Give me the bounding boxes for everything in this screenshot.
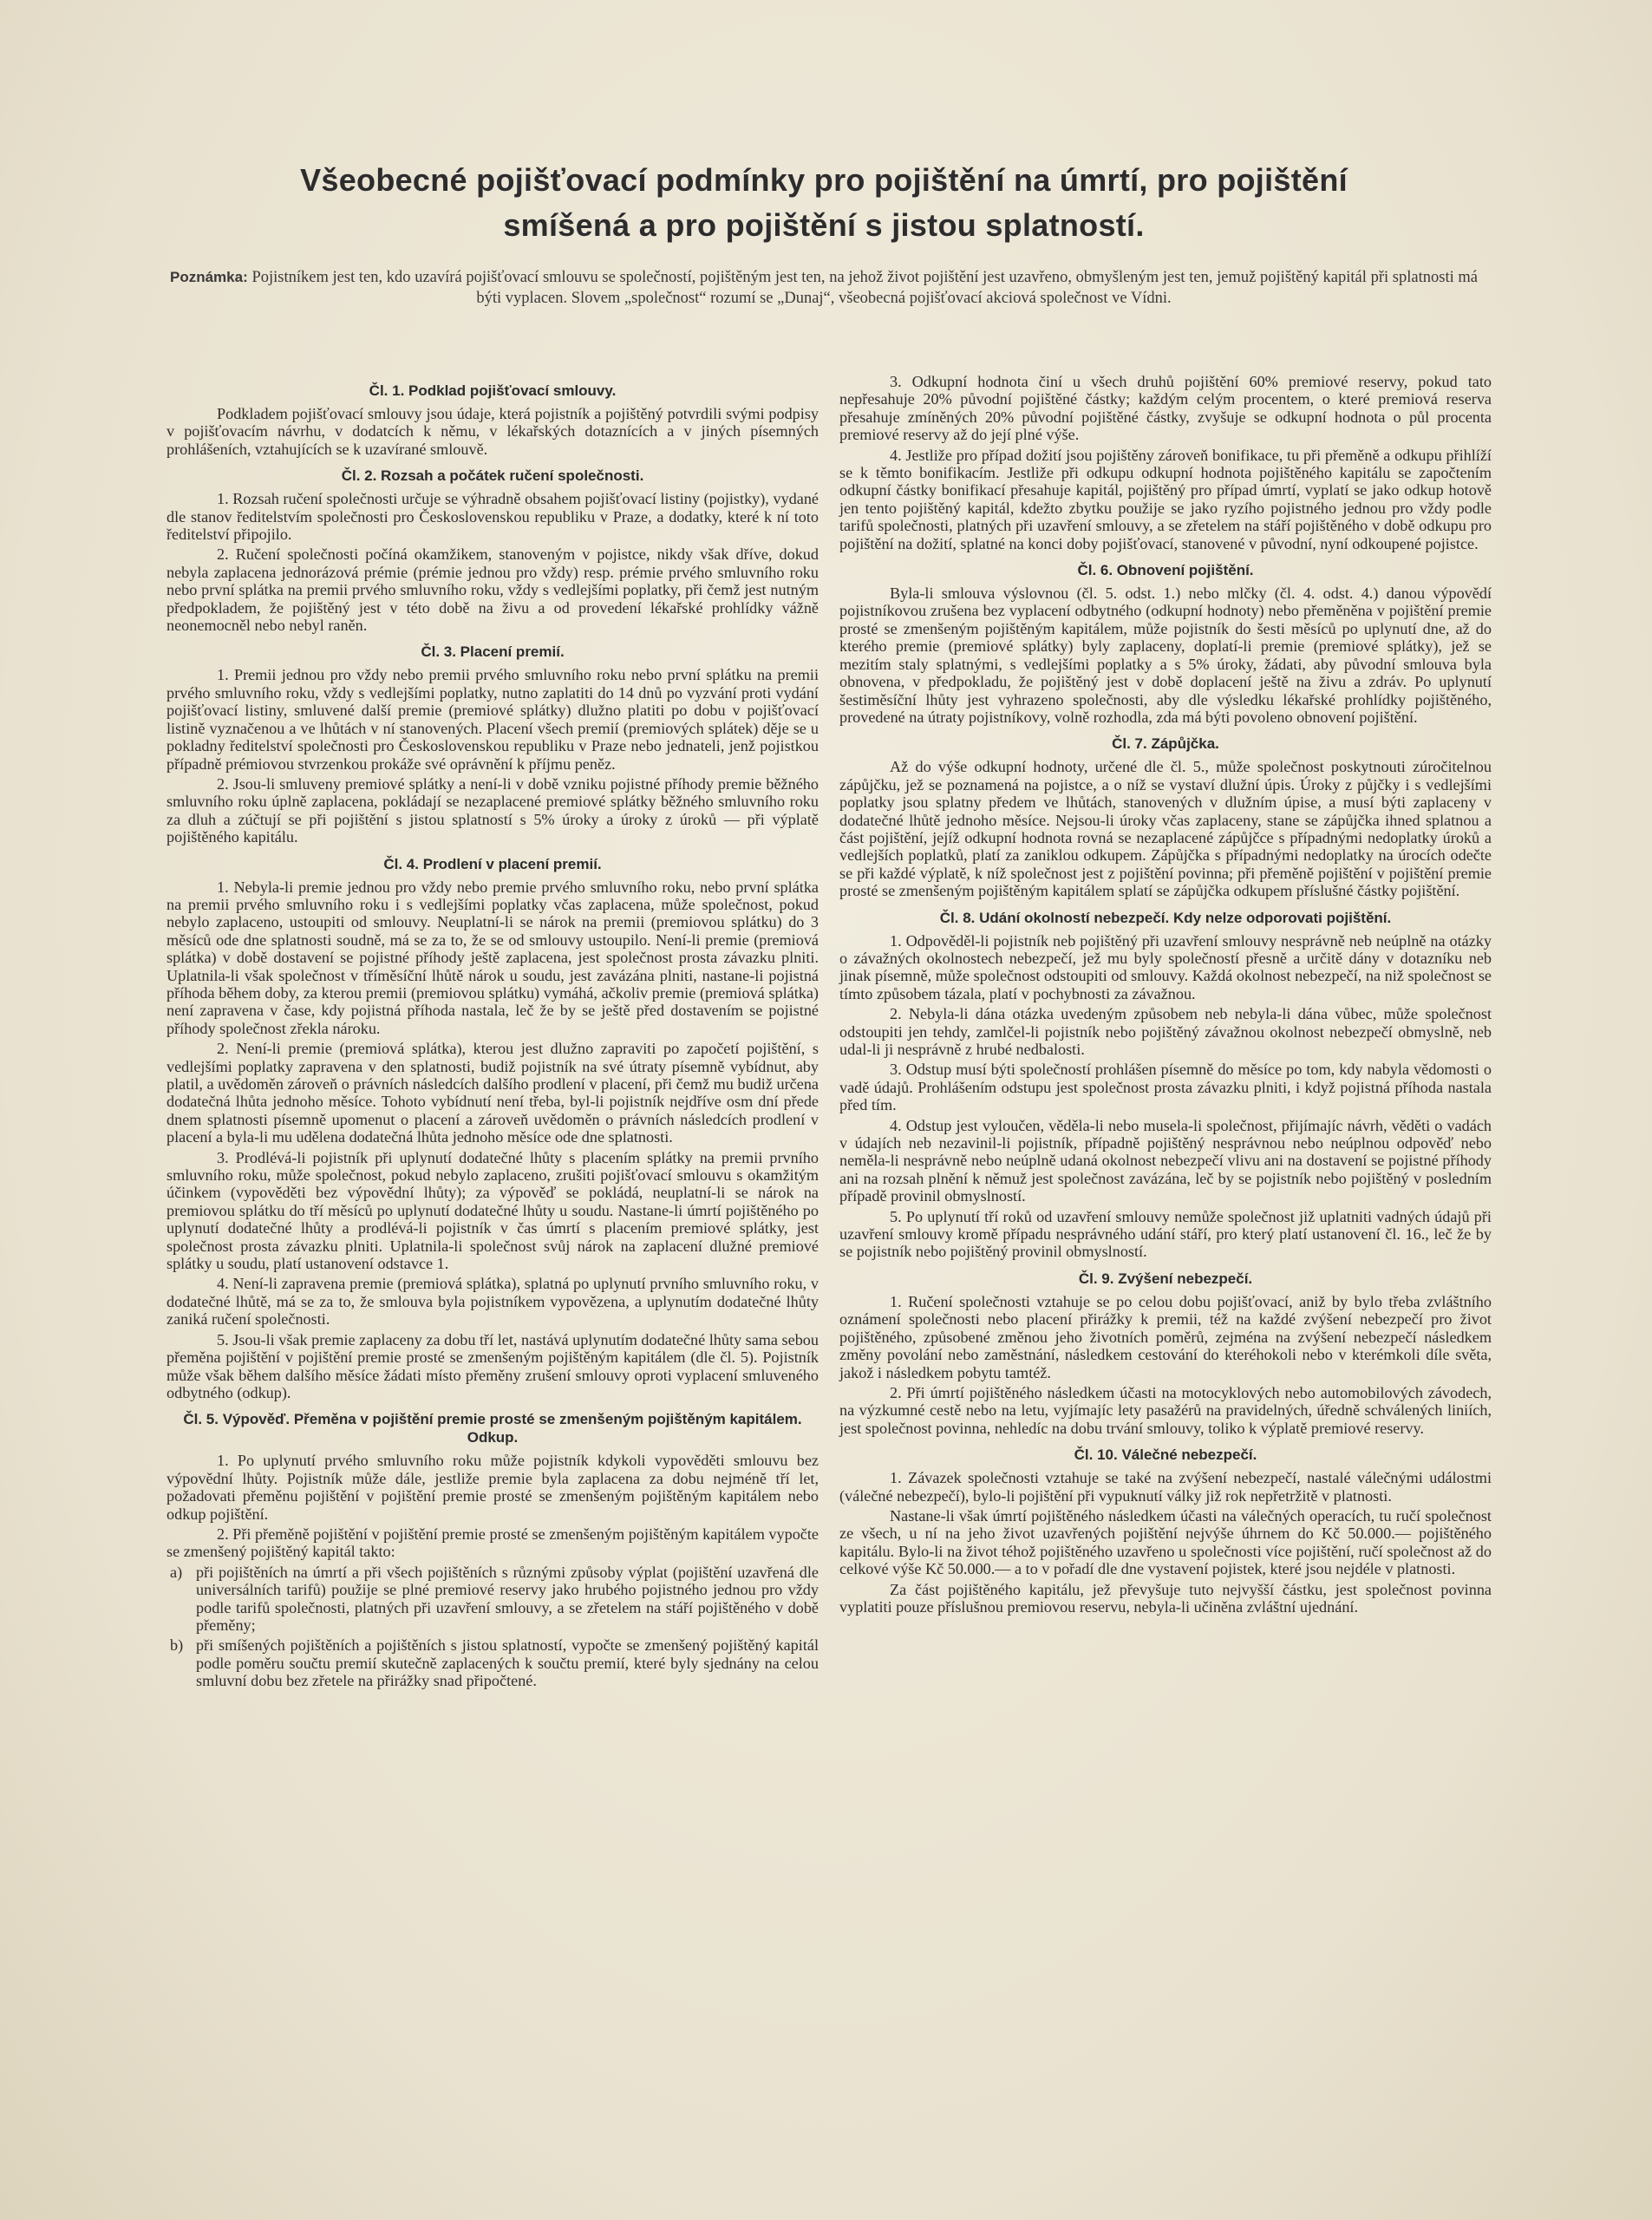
article-8-paragraph: 3. Odstup musí býti společností prohlášen písemně do měsíce po tom, kdy nabyla vědomosti o vadě údajů. Prohlášením odstupu jest společnost prosta závazku plniti, i když pojistná příhoda nastala před tím. [839, 1061, 1492, 1114]
list-item-text: při pojištěních na úmrtí a při všech pojištěních s různými způsoby výplat (pojištění uzavřená dle universálních tarifů) použije se plné premiové reservy jako hrubého pojistného jednou pro vždy podle tarifů společnosti, platných při uzavření smlouvy, a se zřetelem na stáří pojištěného v době přeměny; [196, 1563, 819, 1634]
note-text: Pojistníkem jest ten, kdo uzavírá pojišťovací smlouvu se společností, pojištěným jest ten, na jehož život pojištění jest uzavřeno, obmyšleným jest ten, jemuž pojištěný kapitál při splatnosti má býti vyplacen. Slovem „společnost“ rozumí se „Dunaj“, všeobecná pojišťovací akciová společnost ve Vídni. [251, 269, 1479, 307]
article-3-heading: Čl. 3. Placení premií. [421, 643, 565, 661]
article-3-paragraph: 2. Jsou-li smluveny premiové splátky a není-li v době vzniku pojistné příhody premie běžného smluvního roku úplně zaplacena, pokládají se nezaplacené premiové splátky běžného smluvního roku za dluh a zúčtují se při pojištění s jistou splatností s 5% úroky a úroky z úroků — při výplatě pojištěného kapitálu. [167, 774, 819, 846]
article-8-heading: Čl. 8. Udání okolností nebezpečí. Kdy nelze odporovati pojištění. [939, 909, 1392, 926]
article-9-heading: Čl. 9. Zvýšení nebezpečí. [1078, 1270, 1253, 1287]
article-5-paragraph: 1. Po uplynutí prvého smluvního roku může pojistník kdykoli vypověděti smlouvu bez výpovědní lhůty. Pojistník může dále, jestliže premie byla zaplacena za dobu nejméně tří let, požadovati přeměnu pojištění v pojištění premie prosté se zmenšeným pojištěným kapitálem nebo odkup pojištění. [167, 1452, 819, 1523]
article-9-paragraph: 1. Ručení společnosti vztahuje se po celou dobu pojišťovací, aniž by bylo třeba zvláštního oznámení společnosti nebo placení přirážky k premii, též na každé zvýšení nebezpečí pro život pojištěného, způsobené změnou jeho životních poměrů, zejména na zvýšení nebezpečí následkem změny povolání nebo zaměstnání, následkem cestování do kteréhokoli nebo v kterémkoli díle světa, jakož i následkem pobytu tamtéž. [839, 1292, 1492, 1381]
article-8-paragraph: 5. Po uplynutí tří roků od uzavření smlouvy nemůže společnost již uplatniti vadných údajů při uzavření smlouvy kromě případu nesprávného udání stáří, pro který platí ustanovení čl. 16., leč že by se pojistník nebo pojištěný provinil obmyslností. [839, 1207, 1492, 1261]
document-title [199, 158, 1448, 248]
article-5-paragraph: 3. Odkupní hodnota činí u všech druhů pojištění 60% premiové reservy, pokud tato nepřesahuje 20% původní pojištěné částky; každým celým procentem, o které premiová reserva přesahuje zmíněných 20% původní pojištěné částky, zvyšuje se odkupní hodnota o půl procenta premiové reservy až do její plné výše. [839, 373, 1492, 444]
article-10-paragraph: 1. Závazek společnosti vztahuje se také na zvýšení nebezpečí, nastalé válečnými událostmi (válečné nebezpečí), bylo-li pojištění při vypuknutí války již rok nepřetržitě v platnosti. [839, 1469, 1492, 1505]
article-8-paragraph: 1. Odpověděl-li pojistník neb pojištěný při uzavření smlouvy nesprávně neb neúplně na otázky o závažných okolnostech nebezpečí, jež mu byly společností přesně a určitě dány v dotazníku neb jinak písemně, může společnost odstoupiti od smlouvy. Každá okolnost nebezpečí, na niž společnost se tímto způsobem tázala, platí v pochybnosti za závažnou. [839, 931, 1492, 1002]
list-marker: b) [170, 1636, 184, 1655]
title-line-1: Všeobecné pojišťovací podmínky pro pojištění na úmrtí, pro pojištění [300, 162, 1348, 198]
article-4-paragraph: 1. Nebyla-li premie jednou pro vždy nebo premie prvého smluvního roku, nebo první splátka na premii prvého smluvního roku i s vedlejšími poplatky včas zaplacena, může společnost, pokud nebylo zaplaceno, ustoupiti od smlouvy. Neuplatní-li se nárok na premii (premiovou splátku) do 3 měsíců ode dne splatnosti soudně, má se za to, že se od smlouvy ustoupilo. Není-li premie (premiová splátka) v době dostavení se pojistné příhody ještě zaplacena, jest společnost prosta závazku plniti. Uplatnila-li však společnost v tříměsíční lhůtě nárok u soudu, jest zavázána plniti, nastane-li pojistná příhoda během doby, za kterou premii (premiovou splátku) vymáhá, ačkoliv premie (premiová splátka) není zapravena v čase, kdy pojistná příhoda nastala, leč že by se ještě před dostavením se pojistné příhody společnost zřekla nároku. [167, 878, 819, 1037]
note-paragraph [170, 267, 1478, 309]
article-9-paragraph: 2. Při úmrtí pojištěného následkem účasti na motocyklových nebo automobilových závodech, na výzkumné cestě nebo na letu, vyjímajíc lety pasažérů na pravidelných, úředně schválených liniích, jest společnost povinna, nehledíc na dobu trvání smlouvy, toliko k výplatě premiové reservy. [839, 1383, 1492, 1437]
article-7-paragraph: Až do výše odkupní hodnoty, určené dle čl. 5., může společnost poskytnouti zúročitelnou zápůjčku, jež se poznamená na pojistce, a o níž se vystaví dlužní úpis. Úroky z půjčky i s vedlejšími poplatky jsou splatny předem ve lhůtách, stanovených v dlužním úpise, a musí býti zaplaceny v dodatečné lhůtě jednoho měsíce. Nejsou-li úroky včas zaplaceny, stane se zápůjčka ihned splatnou a část pojištění, jejíž odkupní hodnota rovná se nezaplacené zápůjčce s případnými nedoplatky úroků a vedlejších poplatků, platí za zaniklou odkupem. Zápůjčka s případnými nedoplatky na úrocích odečte se při každé výplatě, k níž společnost jest z pojištění povinna; při přeměně pojištění v pojištění premie prosté se zmenšeným pojištěným kapitálem splatí se zápůjčka odkupem příslušné částky pojištění. [839, 758, 1492, 900]
article-8-paragraph: 2. Nebyla-li dána otázka uvedeným způsobem neb nebyla-li dána vůbec, může společnost odstoupiti jen tehdy, zamlčel-li pojistník nebo pojištěný závažnou okolnost nebezpečí obmyslně, neb udal-li ji nesprávně z hrubé nedbalosti. [839, 1005, 1492, 1058]
list-marker: a) [170, 1563, 183, 1581]
article-6-paragraph: Byla-li smlouva výslovnou (čl. 5. odst. 1.) nebo mlčky (čl. 4. odst. 4.) danou výpovědí pojistníkovou zrušena bez vyplacení odbytného (odkupní hodnoty) nebo přeměněna v pojištění premie prosté se zmenšeným pojištěným kapitálem, může pojistník do šesti měsíců po uplynutí dne, až do kterého premie (premiové splátky) byly zaplaceny, doplatí-li premie (premiové splátky), jež se mezitím staly splatnými, s vedlejšími poplatky a s 5% úroky, žádati, aby původní smlouva byla obnovena, v předpokladu, že pojištěný jest v době doplacení ještě na živu a zdráv. Po uplynutí šestiměsíční lhůty jest vyhrazeno společnosti, aby dle výsledku lékařské prohlídky pojištěného, provedené na útraty pojistníkovy, volně rozhodla, zda má býti povoleno obnovení pojištění. [839, 584, 1492, 726]
article-10-paragraph: Nastane-li však úmrtí pojištěného následkem účasti na válečných operacích, tu ručí společnost ze všech, u ní na jeho život uzavřených pojištění nejvýše úhrnem do Kč 50.000.— pojištěného kapitálu. Bylo-li na život téhož pojištěného uzavřeno u společnosti více pojištění, ručí společnost až do celkové výše Kč 50.000.— a to v pořadí dle dne vystavení pojistek, které jsou nejdéle v platnosti. [839, 1506, 1492, 1578]
article-1-heading: Čl. 1. Podklad pojišťovací smlouvy. [369, 382, 617, 399]
article-4-paragraph: 3. Prodlévá-li pojistník při uplynutí dodatečné lhůty s placením splátky na premii prvního smluvního roku, může společnost, pokud nebylo zaplaceno, zrušiti pojišťovací smlouvu s okamžitým účinkem (vypověděti bez výpovědní lhůty); za výpověď se pokládá, neuplatní-li se nárok na premiovou splátku do tří měsíců po uplynutí dodatečné lhůty u soudu. Nastane-li úmrtí pojištěného po uplynutí dodatečné lhůty a prodlévá-li pojistník v čas úmrtí s placením premiové splátky, jest společnost prosta závazku plniti. Uplatnila-li společnost svůj nárok na zaplacení dlužné premiové splátky u soudu, platí ustanovení odstavce 1. [167, 1148, 819, 1273]
title-line-2: smíšená a pro pojištění s jistou splatností. [503, 207, 1145, 243]
right-column [839, 373, 1492, 1618]
list-item [167, 1564, 819, 1635]
list-item [167, 1636, 819, 1689]
article-10-heading: Čl. 10. Válečné nebezpečí. [1074, 1446, 1257, 1464]
left-column [167, 373, 819, 1693]
article-3-paragraph: 1. Premii jednou pro vždy nebo premii prvého smluvního roku nebo první splátku na premii prvého smluvního roku, vždy s vedlejšími poplatky, nutno zaplatiti do 14 dnů po vyzvání proti vydání pojišťovací listiny, smluvené další premie (premiové splátky) dlužno platiti po dobu v pojišťovací listině vyznačenou a ve lhůtách v ní stanovených. Placení všech premií (premiových splátek) děje se u pokladny ředitelství společnosti pro Československou republiku v Praze nebo jednateli, jenž pojistkou případně prémiovou stvrzenkou prokáže své oprávnění k příjmu peněz. [167, 666, 819, 773]
article-4-paragraph: 2. Není-li premie (premiová splátka), kterou jest dlužno zapraviti po započetí pojištění, s vedlejšími poplatky zapravena v den splatnosti, budiž pojistník na své útraty písemně vybídnut, aby platil, a uvědoměn zároveň o právních následcích dalšího prodlení v placení, při čemž mu budiž určena dodatečná lhůta jednoho měsíce. Tohoto vybídnutí není třeba, byl-li pojistník nejdříve osm dní přede dnem splatnosti písemně upomenut o placení a zároveň uvědoměn o právních následcích prodlení v placení a byla-li mu udělena dodatečná lhůta jednoho měsíce ode dne splatnosti. [167, 1040, 819, 1146]
article-1-paragraph: Podkladem pojišťovací smlouvy jsou údaje, která pojistník a pojištěný potvrdili svými podpisy v pojišťovacím návrhu, v dodatcích k němu, v lékařských dotaznících a v jiných písemných prohlášeních, vztahujících se k uzavírané smlouvě. [167, 405, 819, 458]
article-2-paragraph: 2. Ručení společnosti počíná okamžikem, stanoveným v pojistce, nikdy však dříve, dokud nebyla zaplacena jednorázová prémie (prémie jednou pro vždy) resp. prémie prvého smluvního roku nebo první splátka na premii prvého smluvního roku, vždy s vedlejšími poplatky, při čemž jest nutným předpokladem, že pojištěný jest v této době na živu a od provedení lékařské prohlídky vážně neonemocněl nebo nebyl raněn. [167, 545, 819, 635]
note-label: Poznámka: [170, 269, 248, 285]
article-5-paragraph: 2. Při přeměně pojištění v pojištění premie prosté se zmenšeným pojištěným kapitálem vypočte se zmenšený pojištěný kapitál takto: [167, 1525, 819, 1561]
article-2-heading: Čl. 2. Rozsah a počátek ručení společnosti. [341, 467, 644, 485]
article-4-paragraph: 4. Není-li zapravena premie (premiová splátka), splatná po uplynutí prvního smluvního roku, v dodatečné lhůtě, má se za to, že smlouva byla pojistníkem vypovězena, a uplynutím dodatečné lhůty zaniká ručení společnosti. [167, 1275, 819, 1329]
article-5-paragraph: 4. Jestliže pro případ dožití jsou pojištěny zároveň bonifikace, tu při přeměně a odkupu přihlíží se k těmto bonifikacím. Jestliže při odkupu odkupní hodnota pojištěného kapitálu se započtením odkupní částky bonifikací přesahuje kapitál, pojištěný pro případ úmrtí, vyplatí se jako odkup hotově jen tento pojištěný kapitál, kdežto zbytku použije se jako ryzího pojistného jednou pro vždy podle tarifů společnosti, platných při uzavření smlouvy, a se zřetelem na stáří pojištěného v době odkupu pro pojištění na dožití, splatné na konci doby pojišťovací, stanovené v původní, nyní odkoupené pojistce. [839, 446, 1492, 552]
article-4-heading: Čl. 4. Prodlení v placení premií. [383, 855, 602, 872]
article-4-paragraph: 5. Jsou-li však premie zaplaceny za dobu tří let, nastává uplynutím dodatečné lhůty sama sebou přeměna pojištění v pojištění premie prosté se zmenšeným pojištěným kapitálem (dle čl. 5). Pojistník může však během dalšího měsíce žádati místo přeměny zrušení smlouvy oproti vyplacení smluveného odbytného (odkup). [167, 1330, 819, 1401]
article-8-paragraph: 4. Odstup jest vyloučen, věděla-li nebo musela-li společnost, přijímajíc návrh, věděti o vadách v údajích neb nezavinil-li pojistník, případně pojištěný nesprávnou nebo neúplnou odpověď nebo neměla-li nesprávně nebo neúplně udaná okolnost nebezpečí vlivu ani na dostavení se pojistné příhody ani na rozsah plnění k němuž jest společnost zavázána, leč by se pojistník nebo pojištěný v posledním případě provinil obmyslností. [839, 1116, 1492, 1205]
article-10-paragraph: Za část pojištěného kapitálu, jež převyšuje tuto nejvyšší částku, jest společnost povinna vyplatiti pouze příslušnou premiovou reservu, nebyla-li učiněna zvláštní ujednání. [839, 1580, 1492, 1616]
article-7-heading: Čl. 7. Zápůjčka. [1112, 735, 1219, 753]
list-item-text: při smíšených pojištěních a pojištěních s jistou splatností, vypočte se zmenšený pojištěný kapitál podle poměru součtu premií skutečně zaplacených k součtu premií, které byly sjednány na celou smluvní dobu bez zřetele na přirážky snad připočtené. [196, 1636, 819, 1690]
article-5-heading: Čl. 5. Výpověď. Přeměna v pojištění premie prosté se zmenšeným pojištěným kapitálem. Odkup. [183, 1411, 802, 1446]
article-2-paragraph: 1. Rozsah ručení společnosti určuje se výhradně obsahem pojišťovací listiny (pojistky), vydané dle stanov ředitelstvím společnosti pro Československou republiku v Praze, a dodatky, které k ní toto ředitelství připojilo. [167, 490, 819, 544]
article-6-heading: Čl. 6. Obnovení pojištění. [1077, 562, 1254, 579]
